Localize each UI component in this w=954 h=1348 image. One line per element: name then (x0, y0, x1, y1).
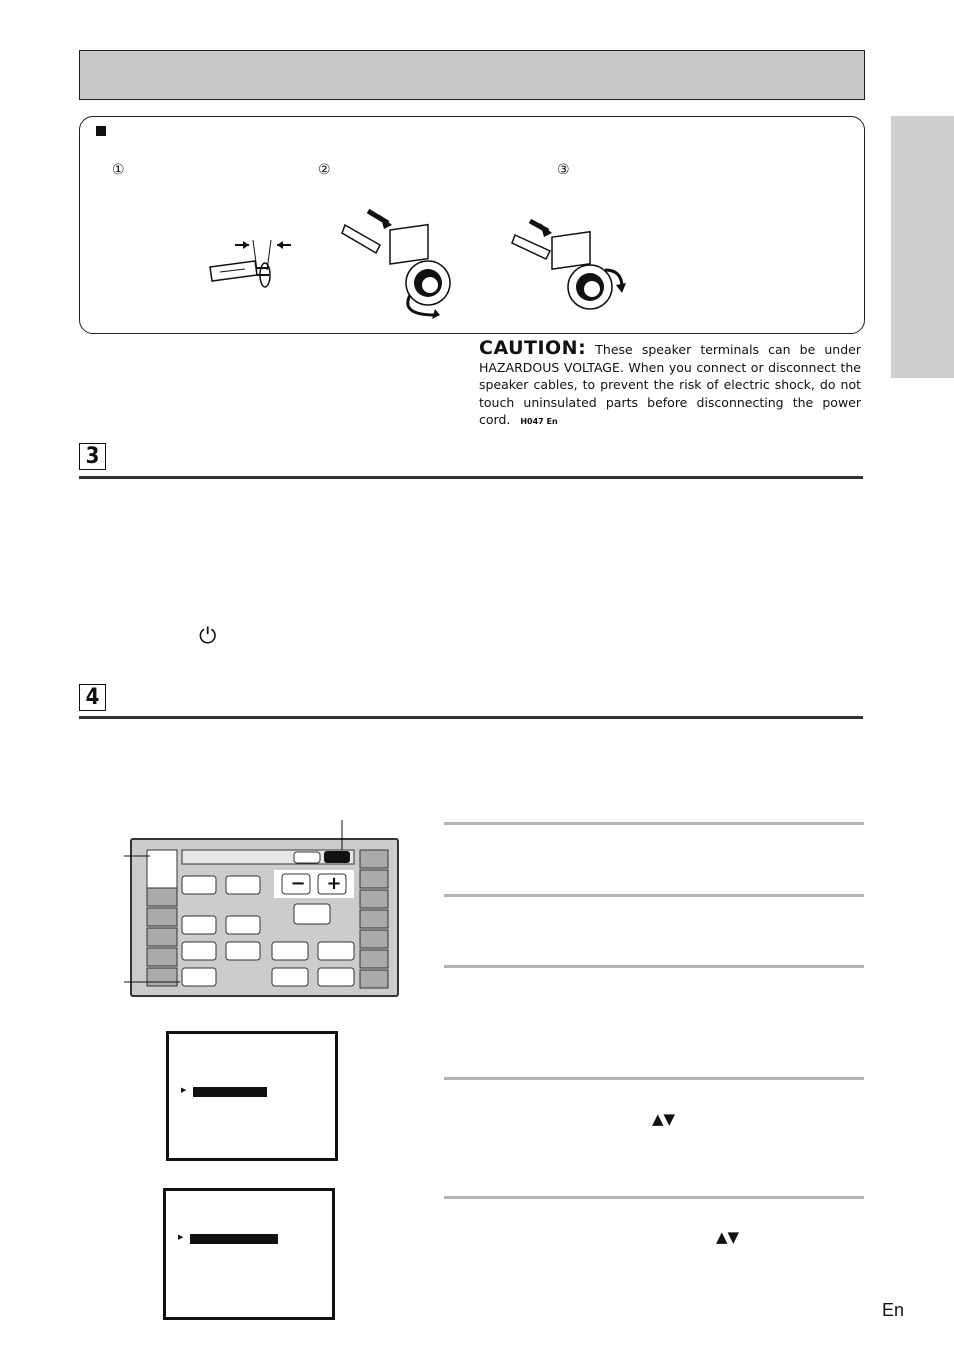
up-down-arrows-icon: ▲▼ (652, 1110, 676, 1128)
caution-code: H047 En (520, 417, 558, 427)
step-3-marker: ③ (557, 162, 570, 178)
step-rule-3 (444, 965, 864, 968)
osd-highlight-bar-2 (190, 1234, 278, 1244)
speaker-connection-figure (79, 116, 865, 334)
osd-screen-1 (166, 1031, 338, 1161)
caution-body: These speaker terminals can be under HAZARDOUS VOLTAGE. When you connect or disconnect the speaker cables, to prevent the risk of electric shock, do not touch uninsulated parts before disconnecting the power cord. (479, 342, 861, 428)
section-4-rule (79, 716, 863, 719)
stripped-wire-illustration (205, 235, 295, 295)
step-rule-4 (444, 1077, 864, 1080)
language-indicator: En (882, 1300, 905, 1320)
osd-highlight-bar (193, 1087, 267, 1097)
step-rule-5 (444, 1196, 864, 1199)
volume-plus-button: + (326, 873, 342, 894)
osd-cursor-icon-2: ▶ (178, 1234, 184, 1241)
caution-notice (479, 337, 861, 431)
caution-heading: CAUTION: (479, 337, 587, 359)
step-rule-2 (444, 894, 864, 897)
step-rule-1 (444, 822, 864, 825)
step-2-marker: ② (318, 162, 331, 178)
osd-screen-2 (163, 1188, 335, 1320)
power-icon: ⏻ (199, 624, 217, 649)
volume-minus-button: − (290, 873, 306, 894)
step-1-marker: ① (112, 162, 125, 178)
remote-callout-lines (120, 818, 360, 998)
page-title-bar (79, 50, 865, 100)
chapter-side-tab (891, 116, 954, 378)
section-3-rule (79, 476, 863, 479)
section-3-number: 3 (79, 443, 106, 470)
up-down-arrows-icon-2: ▲▼ (716, 1228, 740, 1246)
terminal-insert-illustration (340, 205, 460, 325)
square-bullet-icon (96, 126, 106, 136)
osd-cursor-icon: ▶ (181, 1087, 187, 1094)
terminal-tighten-illustration (510, 215, 635, 315)
section-4-number: 4 (79, 684, 106, 711)
